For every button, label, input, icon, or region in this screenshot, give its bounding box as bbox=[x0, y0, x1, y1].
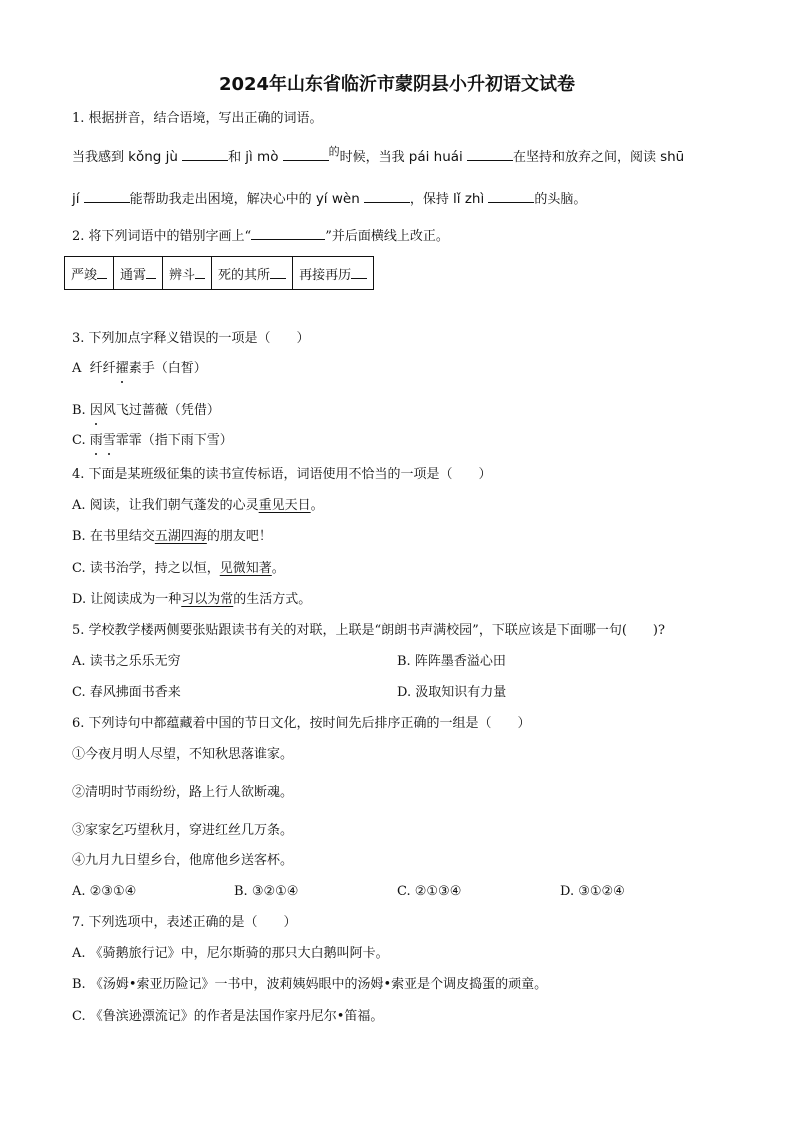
answer-blank[interactable] bbox=[488, 188, 534, 203]
underlined-phrase: 见微知著 bbox=[219, 561, 272, 576]
q5-stem: 5. 学校教学楼两侧要张贴跟读书有关的对联，上联是“朗朗书声满校园”，下联应该是下面哪一句( )? bbox=[72, 623, 665, 638]
q5-option-b[interactable]: B. 阵阵墨香溢心田 bbox=[397, 654, 506, 669]
q3-option-c[interactable]: C. 雨雪霏霏（指下雨下雪） bbox=[72, 433, 233, 448]
q1-line-1: 当我感到 kǒng jù 和 jì mò $^的$时候，当我 pái huái 在坚持和放弃之间，阅读 shū bbox=[72, 145, 685, 165]
dotted-char: 擢 bbox=[115, 361, 129, 376]
q3-option-a[interactable]: A 纤纤擢素手（白皙） bbox=[72, 361, 207, 376]
typo-cell[interactable]: 通霄 bbox=[114, 257, 163, 290]
pinyin: shū bbox=[660, 149, 685, 165]
q6-poem-line: ④九月九日望乡台，他席他乡送客杯。 bbox=[72, 853, 294, 868]
q6-option-c[interactable]: C. ②①③④ bbox=[397, 884, 462, 899]
typo-cell[interactable]: 再接再历 bbox=[293, 257, 374, 290]
q6-stem: 6. 下列诗句中都蕴藏着中国的节日文化，按时间先后排序正确的一组是（ ） bbox=[72, 716, 531, 731]
q6-poem-line: ②清明时节雨纷纷，路上行人欲断魂。 bbox=[72, 785, 294, 800]
q4-option-d[interactable]: D. 让阅读成为一种习以为常的生活方式。 bbox=[72, 592, 312, 607]
q4-option-b[interactable]: B. 在书里结交五湖四海的朋友吧！ bbox=[72, 529, 272, 544]
example-blank bbox=[251, 225, 325, 240]
q5-option-c[interactable]: C. 春风拂面书香来 bbox=[72, 685, 181, 700]
q4-option-c[interactable]: C. 读书治学，持之以恒，见微知著。 bbox=[72, 561, 285, 576]
page-title: 2024年山东省临沂市蒙阴县小升初语文试卷 bbox=[218, 74, 576, 95]
answer-blank[interactable] bbox=[364, 188, 410, 203]
q6-option-d[interactable]: D. ③①②④ bbox=[560, 884, 625, 899]
pinyin: kǒng jù bbox=[128, 149, 178, 165]
q4-option-a[interactable]: A. 阅读，让我们朝气蓬发的心灵重见天日。 bbox=[72, 498, 324, 513]
answer-blank[interactable] bbox=[84, 188, 130, 203]
answer-blank[interactable] bbox=[351, 266, 367, 279]
answer-blank[interactable] bbox=[467, 146, 513, 161]
typo-cell[interactable]: 严竣 bbox=[65, 257, 114, 290]
q3-stem: 3. 下列加点字释义错误的一项是（ ） bbox=[72, 331, 310, 346]
dotted-char: 因 bbox=[89, 403, 103, 418]
underlined-phrase: 五湖四海 bbox=[154, 529, 207, 544]
q1-stem: 1. 根据拼音，结合语境，写出正确的词语。 bbox=[72, 111, 323, 126]
q3-option-b[interactable]: B. 因风飞过蔷薇（凭借） bbox=[72, 403, 220, 418]
answer-blank[interactable] bbox=[97, 266, 107, 279]
q7-option-a[interactable]: A. 《骑鹅旅行记》中，尼尔斯骑的那只大白鹅叫阿卡。 bbox=[72, 946, 389, 961]
q7-stem: 7. 下列选项中，表述正确的是（ ） bbox=[72, 915, 297, 930]
q5-option-a[interactable]: A. 读书之乐乐无穷 bbox=[72, 654, 181, 669]
underlined-phrase: 重见天日 bbox=[258, 498, 311, 513]
dotted-char: 雨 bbox=[89, 433, 103, 448]
q6-poem-line: ③家家乞巧望秋月，穿进红丝几万条。 bbox=[72, 823, 294, 838]
answer-blank[interactable] bbox=[270, 266, 286, 279]
answer-blank[interactable] bbox=[146, 266, 156, 279]
answer-blank[interactable] bbox=[195, 266, 205, 279]
pinyin: jí bbox=[72, 191, 80, 207]
pinyin: jì mò bbox=[245, 149, 279, 165]
answer-blank[interactable] bbox=[283, 146, 329, 161]
q7-option-c[interactable]: C. 《鲁滨逊漂流记》的作者是法国作家丹尼尔•笛福。 bbox=[72, 1009, 384, 1024]
typo-cell[interactable]: 死的其所 bbox=[212, 257, 293, 290]
typo-cell[interactable]: 辨斗 bbox=[163, 257, 212, 290]
q5-option-d[interactable]: D. 汲取知识有力量 bbox=[397, 685, 507, 700]
q6-option-b[interactable]: B. ③②①④ bbox=[234, 884, 299, 899]
typo-table bbox=[64, 256, 374, 290]
pinyin: lǐ zhì bbox=[453, 191, 485, 207]
q1-line-2: jí 能帮助我走出困境，解决心中的 yí wèn ，保持 lǐ zhì 的头脑。 bbox=[72, 188, 586, 209]
q7-option-b[interactable]: B. 《汤姆•索亚历险记》一书中，波莉姨妈眼中的汤姆•索亚是个调皮捣蛋的顽童。 bbox=[72, 977, 548, 992]
answer-blank[interactable] bbox=[182, 146, 228, 161]
q4-stem: 4. 下面是某班级征集的读书宣传标语，词语使用不恰当的一项是（ ） bbox=[72, 467, 492, 482]
dotted-char: 雪 bbox=[102, 433, 116, 448]
q2-stem: 2. 将下列词语中的错别字画上“ ”并后面横线上改正。 bbox=[72, 225, 449, 246]
pinyin: pái huái bbox=[408, 149, 463, 165]
q6-poem-line: ①今夜月明人尽望，不知秋思落谁家。 bbox=[72, 747, 294, 762]
pinyin: yí wèn bbox=[315, 191, 360, 207]
underlined-phrase: 习以为常 bbox=[181, 592, 234, 607]
q6-option-a[interactable]: A. ②③①④ bbox=[72, 884, 137, 899]
